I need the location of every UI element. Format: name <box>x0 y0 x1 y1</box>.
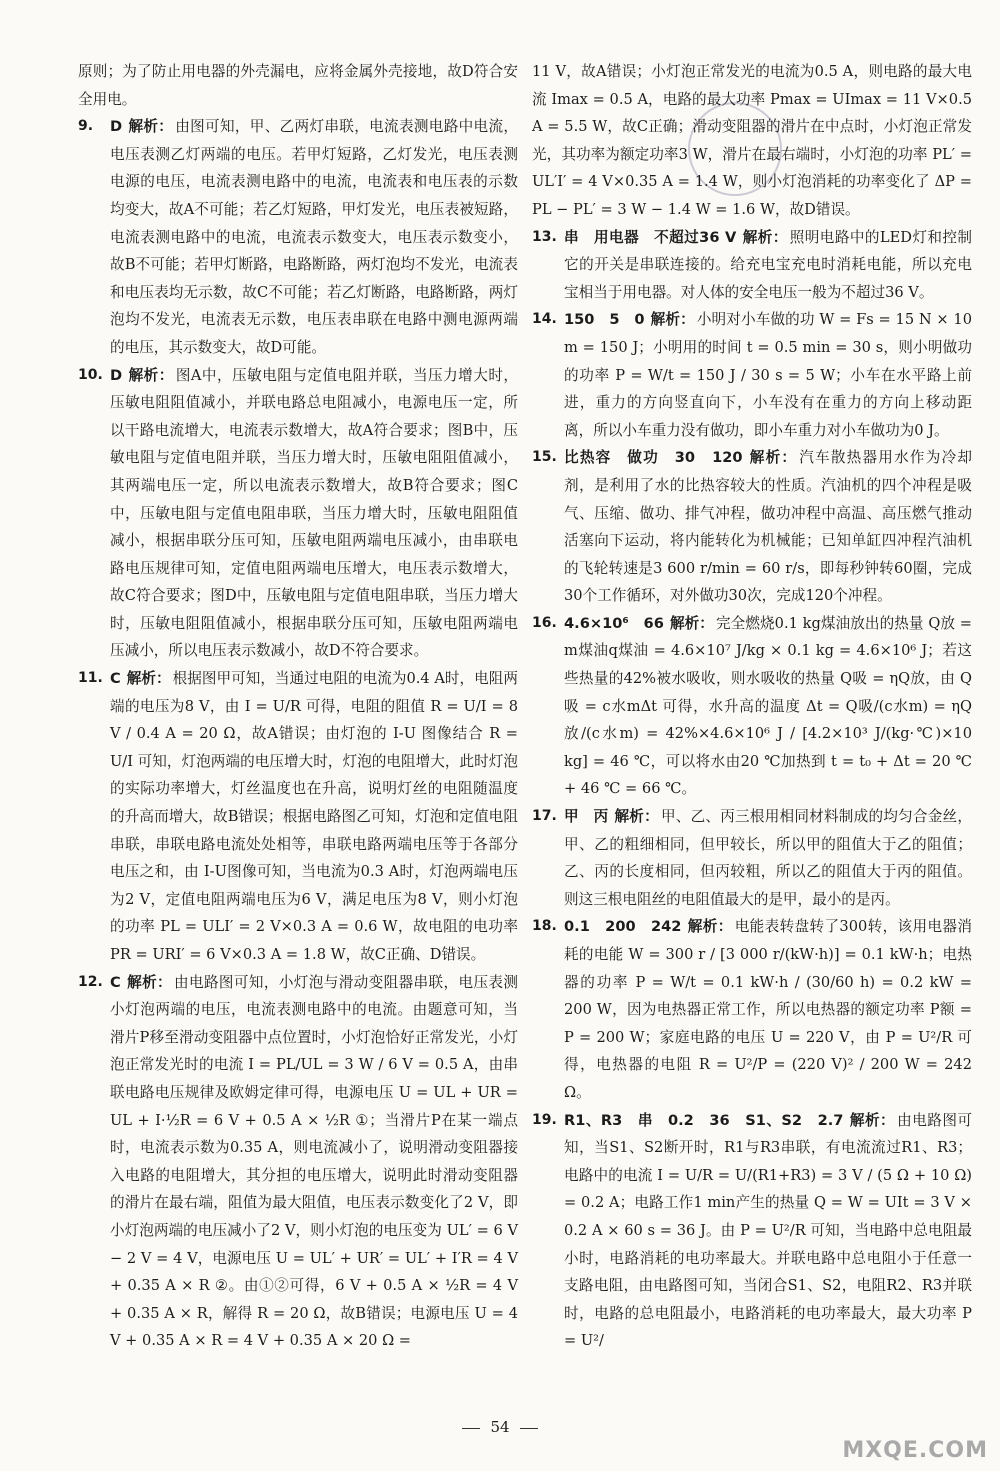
analysis-label: 解析： <box>126 973 173 991</box>
footer-dash-left <box>462 1428 480 1429</box>
answer-body <box>564 610 972 803</box>
analysis-label: 解析： <box>849 1111 896 1129</box>
answer-body <box>564 913 972 1106</box>
question-number: 15. <box>532 449 557 466</box>
question-number: 9. <box>78 118 94 135</box>
answer-item <box>532 803 972 913</box>
answer-body <box>564 224 972 307</box>
answer-body <box>110 665 518 969</box>
analysis-text: 根据图甲可知，当通过电阻的电流为0.4 A时，电阻两端的电压为8 V，由 I = U/R 可得，电阻的阻值 R = U/I = 8 V / 0.4 A = 20 Ω，故A错误；由灯泡的 I-U 图像结合 R = U/I 可知，灯泡两端的电压增大时，灯泡的电阻增大，此时灯泡的实际功率增大，灯丝温度也在升高，说明灯丝的电阻随温度的升高而增大，故B错误；根据电路图乙可知，灯泡和定值电阻串联，串联电路电流处处相等，串联电路两端电压等于各部分电压之和，由 I-U图像可知，当电流为0.3 A时，灯泡两端电压为2 V，定值电阻两端电压为6 V，满足电压为8 V，则小灯泡的功率 PL = ULI′ = 2 V×0.3 A = 0.6 W，故电阻的电功率 PR = URI′ = 6 V×0.3 A = 1.8 W，故C正确、D错误。 <box>110 670 518 963</box>
answer-key: 4.6×10⁶ 66 <box>564 614 664 632</box>
analysis-text: 由电路图可知，当S1、S2断开时，R1与R3串联，有电流流过R1、R3；电路中的电流 I = U/R = U/(R1+R3) = 3 V / (5 Ω + 10 Ω) = 0.2 A；电路工作1 min产生的热量 Q = W = UIt = 3 V × 0.2 A × 60 s = 36 J。由 P = U²/R 可知，当电路中总电阻最小时，电路消耗的电功率最大。并联电路中总电阻小于任意一支路电阻，由电路图可知，当闭合S1、S2，电阻R2、R3并联时，电路的总电阻最小，电路消耗的电功率最大，最大功率 P = U²/ <box>564 1111 972 1350</box>
page-number: 54 <box>490 1418 510 1436</box>
analysis-text: 电能表转盘转了300转，该用电器消耗的电能 W = 300 r / [3 000 r/(kW·h)] = 0.1 kW·h；电热器的功率 P = W/t = 0.1 kW·h / (30/60 h) = 0.2 kW = 200 W，因为电热器正常工作，所以电热器的额定功率 P额 = P = 200 W；家庭电路的电压 U = 220 V，由 P = U²/R 可得，电热器的电阻 R = U²/P = (220 V)² / 200 W = 242 Ω。 <box>564 918 972 1101</box>
answer-body <box>110 362 518 666</box>
analysis-label: 解析： <box>687 918 733 936</box>
analysis-label: 解析： <box>128 366 174 384</box>
answer-key: 比热容 做功 30 120 <box>564 449 743 467</box>
answer-body <box>564 1107 972 1355</box>
question-number: 12. <box>78 973 103 990</box>
footer-dash-right <box>520 1428 538 1429</box>
answer-key: 甲 丙 <box>564 808 609 826</box>
question-number: 16. <box>532 614 557 631</box>
right-answer-list <box>532 224 972 1355</box>
right-column <box>532 58 972 1355</box>
answer-item <box>532 610 972 803</box>
analysis-text: 完全燃烧0.1 kg煤油放出的热量 Q放 = m煤油q煤油 = 4.6×10⁷ J/kg × 0.1 kg = 4.6×10⁶ J；若这些热量的42%被水吸收，则水吸收的热量 Q吸 = ηQ放，由 Q吸 = c水mΔt 可得，水升高的温度 Δt = Q吸/(c水m) = ηQ放/(c水m) = 42%×4.6×10⁶ J / [4.2×10³ J/(kg·℃)×10 kg] = 46 ℃，可以将水由20 ℃加热到 t = t₀ + Δt = 20 ℃ + 46 ℃ = 66 ℃。 <box>564 614 972 798</box>
question-number: 18. <box>532 918 557 935</box>
right-intro: 11 V，故A错误；小灯泡正常发光的电流为0.5 A，则电路的最大电流 Imax = 0.5 A，电路的最大功率 Pmax = UImax = 11 V×0.5 A = 5.5 W，故C正确；滑动变阻器的滑片在中点时，小灯泡正常发光，其功率为额定功率3 W，滑片在最右端时，小灯泡的功率 PL′ = UL′I′ = 4 V×0.35 A = 1.4 W，则小灯泡消耗的功率变化了 ΔP = PL − PL′ = 3 W − 1.4 W = 1.6 W，故D错误。 <box>532 63 972 218</box>
answer-item <box>532 444 972 610</box>
analysis-label: 解析： <box>742 228 788 246</box>
question-number: 11. <box>78 670 103 687</box>
question-number: 19. <box>532 1111 557 1128</box>
answer-key: D <box>110 118 123 136</box>
question-number: 14. <box>532 311 557 328</box>
analysis-text: 小明对小车做的功 W = Fs = 15 N × 10 m = 150 J；小明用的时间 t = 0.5 min = 30 s，则小明做功的功率 P = W/t = 150 J / 30 s = 5 W；小车在水平路上前进，重力的方向竖直向下，小车没有在重力的方向上移动距离，所以小车重力没有做功，即小车重力对小车做功为0 J。 <box>564 311 972 439</box>
analysis-label: 解析： <box>650 311 695 329</box>
analysis-label: 解析： <box>669 614 714 632</box>
question-number: 17. <box>532 808 557 825</box>
analysis-text: 照明电路中的LED灯和控制它的开关是串联连接的。给充电宝充电时消耗电能，所以充电宝相当于用电器。对人体的安全电压一般为不超过36 V。 <box>564 228 972 301</box>
answer-body <box>110 113 518 361</box>
answer-key: D <box>110 366 123 384</box>
answer-key: C <box>110 670 121 688</box>
question-number: 10. <box>78 366 103 383</box>
answer-body <box>564 306 972 444</box>
analysis-text: 汽车散热器用水作为冷却剂，是利用了水的比热容较大的性质。汽油机的四个冲程是吸气、压缩、做功、排气冲程，做功冲程中高温、高压燃气推动活塞向下运动，将内能转化为机械能；已知单缸四冲程汽油机的飞轮转速是3 600 r/min = 60 r/s，即每秒钟转60圈，完成30个工作循环，对外做功30次，完成120个冲程。 <box>564 449 972 605</box>
answer-key: 0.1 200 242 <box>564 918 682 936</box>
analysis-label: 解析： <box>128 118 174 136</box>
watermark: MXQE.COM <box>842 1438 988 1463</box>
answer-key: 150 5 0 <box>564 311 645 329</box>
page-footer <box>0 1418 1000 1436</box>
analysis-label: 解析： <box>614 808 659 826</box>
answer-key: C <box>110 973 121 991</box>
answer-item <box>78 969 518 1355</box>
left-intro: 原则；为了防止用电器的外壳漏电，应将金属外壳接地，故D符合安全用电。 <box>78 63 518 108</box>
answer-item <box>78 665 518 969</box>
analysis-text: 由电路图可知，小灯泡与滑动变阻器串联，电压表测小灯泡两端的电压，电流表测电路中的电流。由题意可知，当滑片P移至滑动变阻器中点位置时，小灯泡恰好正常发光，小灯泡正常发光时的电流 I = PL/UL = 3 W / 6 V = 0.5 A，由串联电路电压规律及欧姆定律可得，电源电压 U = UL + UR = UL + I·½R = 6 V + 0.5 A × ½R ①；当滑片P在某一端点时，电流表示数为0.35 A，则电流减小了，说明滑动变阻器接入电路的电阻增大，其分担的电压增大，说明此时滑动变阻器的滑片在最右端，阻值为最大阻值，电压表示数变化了2 V，即小灯泡两端的电压减小了2 V，则小灯泡的电压变为 UL′ = 6 V − 2 V = 4 V，电源电压 U = UL′ + UR′ = UL′ + I′R = 4 V + 0.35 A × R ②。由①②可得，6 V + 0.5 A × ½R = 4 V + 0.35 A × R，解得 R = 20 Ω，故B错误；电源电压 U = 4 V + 0.35 A × R = 4 V + 0.35 A × 20 Ω = <box>110 973 518 1350</box>
left-column <box>78 58 518 1355</box>
analysis-text: 由图可知，甲、乙两灯串联，电流表测电路中电流，电压表测乙灯两端的电压。若甲灯短路，乙灯发光，电压表测电源的电压，电流表测电路中的电流，电流表和电压表的示数均变大，故A不可能；若乙灯短路，甲灯发光，电压表被短路，电流表测电路中的电流，电流表示数变大，电压表示数变小，故B不可能；若甲灯断路，电路断路，两灯泡均不发光，电流表和电压表均无示数，故C不可能；若乙灯断路，电路断路，两灯泡均不发光，电流表无示数，电压表串联在电路中测电源两端的电压，其示数变大，故D可能。 <box>110 118 518 356</box>
answer-item <box>532 306 972 444</box>
analysis-text: 甲、乙、丙三根用相同材料制成的均匀合金丝，甲、乙的粗细相同，但甲较长，所以甲的阻值大于乙的阻值；乙、丙的长度相同，但丙较粗，所以乙的阻值大于丙的阻值。则这三根电阻丝的电阻值最大的是甲，最小的是丙。 <box>564 808 972 908</box>
analysis-label: 解析： <box>126 670 171 688</box>
answer-body <box>564 803 972 913</box>
answer-body <box>564 444 972 610</box>
answer-body <box>110 969 518 1355</box>
analysis-label: 解析： <box>748 449 798 467</box>
answer-item <box>78 113 518 361</box>
question-number: 13. <box>532 228 557 245</box>
answer-item <box>78 362 518 666</box>
analysis-text: 图A中，压敏电阻与定值电阻并联，当压力增大时，压敏电阻阻值减小，并联电路总电阻减小，电源电压一定，所以干路电流增大，电流表示数增大，故A符合要求；图B中，压敏电阻与定值电阻并联，当压力增大时，压敏电阻阻值减小，其两端电压一定，所以电流表示数增大，故B符合要求；图C中，压敏电阻与定值电阻串联，当压力增大时，压敏电阻阻值减小，根据串联分压可知，压敏电阻两端电压减小，由串联电路电压规律可知，定值电阻两端电压增大，电压表示数增大，故C符合要求；图D中，压敏电阻与定值电阻串联，当压力增大时，压敏电阻阻值减小，根据串联分压可知，压敏电阻两端电压减小，所以电压表示数减小，故D不符合要求。 <box>110 366 518 660</box>
answer-item <box>532 1107 972 1355</box>
answer-item <box>532 913 972 1106</box>
answer-key: R1、R3 串 0.2 36 S1、S2 2.7 <box>564 1111 844 1129</box>
left-answer-list <box>78 113 518 1355</box>
answer-item <box>532 224 972 307</box>
answer-key: 串 用电器 不超过36 V <box>564 228 737 246</box>
